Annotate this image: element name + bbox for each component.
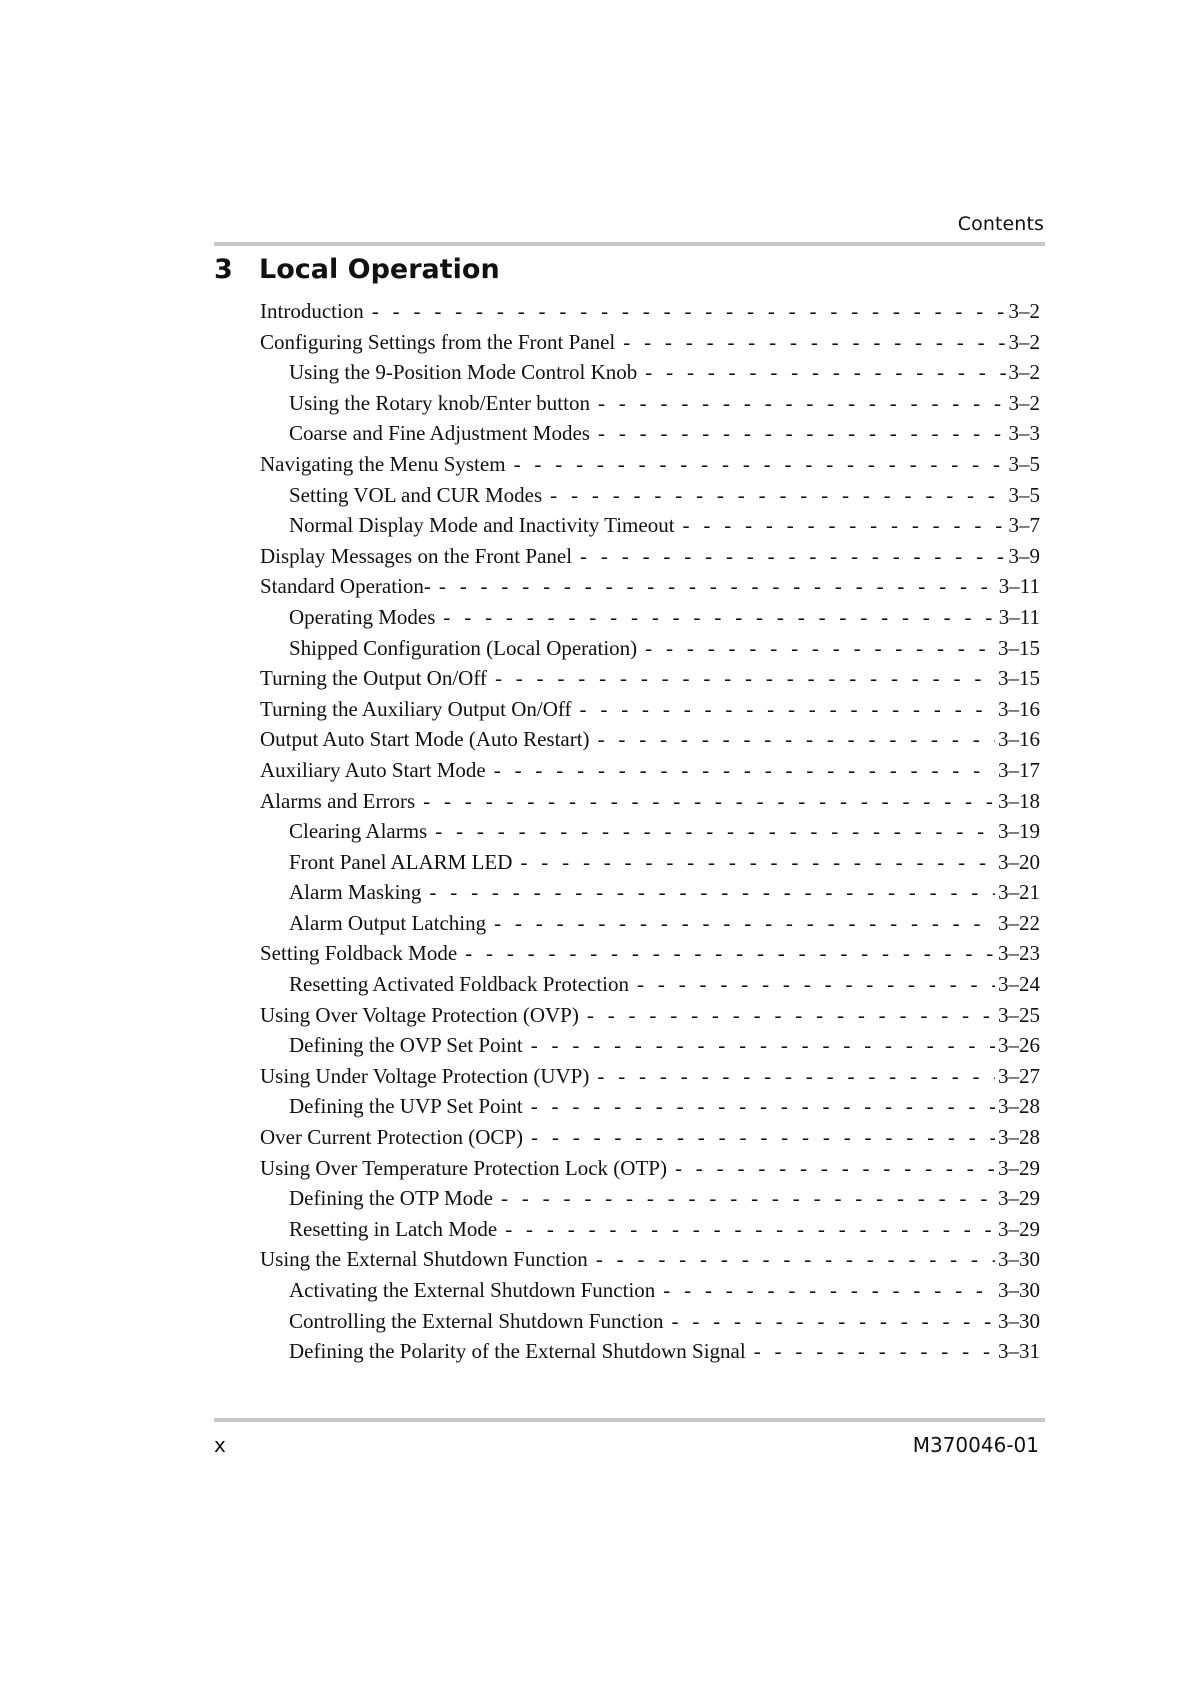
toc-entry-page: 3–28 (998, 1125, 1040, 1150)
toc-entry-page: 3–17 (998, 757, 1040, 782)
page-number: x (214, 1433, 226, 1457)
toc-leader (514, 449, 1006, 480)
chapter-number: 3 (214, 254, 233, 285)
toc-entry-page: 3–11 (998, 604, 1040, 629)
toc-entry-title: Normal Display Mode and Inactivity Timeout (289, 513, 675, 538)
toc-entry[interactable] (260, 357, 1040, 388)
toc-entry-page: 3–15 (998, 635, 1040, 660)
toc-entry-title: Defining the OVP Set Point (289, 1033, 523, 1058)
toc-entry-page: 3–2 (1008, 299, 1040, 323)
toc-entry-title: Navigating the Menu System (260, 451, 506, 476)
toc-leader (423, 786, 995, 817)
toc-entry[interactable] (260, 1306, 1040, 1337)
toc-entry-title: Defining the Polarity of the External Shutdown Signal (289, 1339, 746, 1364)
header-rule (214, 242, 1045, 246)
toc-entry-title: Setting VOL and CUR Modes (289, 482, 543, 507)
toc-entry-title: Controlling the External Shutdown Function (289, 1308, 664, 1333)
toc-entry-title: Shipped Configuration (Local Operation) (289, 635, 638, 660)
toc-entry-title: Introduction (260, 299, 364, 323)
toc-entry-page: 3–20 (998, 849, 1040, 874)
toc-leader (598, 418, 1006, 449)
toc-entry[interactable] (260, 786, 1040, 817)
toc-entry-title: Alarm Output Latching (289, 910, 487, 935)
toc-entry-page: 3–29 (998, 1155, 1040, 1180)
toc-entry-page: 3–15 (998, 666, 1040, 691)
toc-leader (501, 1183, 995, 1214)
toc-entry[interactable] (260, 296, 1040, 327)
toc-entry-page: 3–7 (1008, 513, 1040, 538)
toc-leader (494, 908, 995, 939)
toc-entry-page: 3–16 (998, 727, 1040, 752)
toc-leader (429, 877, 995, 908)
toc-entry-title: Standard Operation- (260, 574, 431, 599)
toc-entry[interactable] (260, 1214, 1040, 1245)
toc-leader (587, 1000, 995, 1031)
toc-entry-page: 3–5 (1008, 451, 1040, 476)
toc-leader (671, 1306, 995, 1337)
toc-entry-page: 3–30 (998, 1247, 1040, 1272)
toc-entry-title: Operating Modes (289, 604, 436, 629)
toc-entry[interactable] (260, 1030, 1040, 1061)
toc-leader (663, 1275, 995, 1306)
toc-leader (531, 1091, 995, 1122)
toc-leader (596, 1244, 995, 1275)
toc-entry-title: Alarms and Errors (260, 788, 416, 813)
toc-entry-page: 3–28 (998, 1094, 1040, 1119)
toc-leader (494, 755, 995, 786)
toc-leader (598, 724, 995, 755)
toc-entry[interactable] (260, 541, 1040, 572)
toc-leader (645, 633, 995, 664)
toc-entry-page: 3–24 (998, 972, 1040, 997)
toc-entry[interactable] (260, 1000, 1040, 1031)
toc-entry[interactable] (260, 1183, 1040, 1214)
toc-entry-title: Using Over Temperature Protection Lock (OTP) (260, 1155, 667, 1180)
toc-entry-title: Turning the Output On/Off (260, 666, 487, 691)
toc-entry[interactable] (260, 480, 1040, 511)
toc-leader (637, 969, 995, 1000)
toc-leader (465, 938, 995, 969)
toc-entry[interactable] (260, 1275, 1040, 1306)
toc-entry[interactable] (260, 571, 1040, 602)
toc-leader (520, 847, 995, 878)
toc-entry-page: 3–11 (998, 574, 1040, 599)
toc-entry-title: Defining the OTP Mode (289, 1186, 493, 1211)
toc-leader (754, 1336, 995, 1367)
toc-leader (495, 663, 995, 694)
toc-entry-title: Clearing Alarms (289, 819, 428, 844)
chapter-title: Local Operation (259, 254, 500, 285)
toc-leader (683, 510, 1006, 541)
toc-entry-page: 3–2 (1008, 329, 1040, 354)
toc-entry-title: Turning the Auxiliary Output On/Off (260, 696, 572, 721)
toc-entry-title: Defining the UVP Set Point (289, 1094, 523, 1119)
toc-entry-title: Output Auto Start Mode (Auto Restart) (260, 727, 590, 752)
toc-entry[interactable] (260, 327, 1040, 358)
toc-leader (645, 357, 1005, 388)
toc-entry[interactable] (260, 663, 1040, 694)
toc-entry[interactable] (260, 755, 1040, 786)
toc-entry-title: Resetting in Latch Mode (289, 1216, 498, 1241)
toc-leader (435, 816, 995, 847)
toc-entry[interactable] (260, 908, 1040, 939)
toc-entry[interactable] (260, 388, 1040, 419)
toc-leader (372, 296, 1006, 327)
toc-entry-page: 3–30 (998, 1278, 1040, 1302)
toc-entry-page: 3–30 (998, 1308, 1040, 1333)
toc-entry-title: Using Over Voltage Protection (OVP) (260, 1002, 579, 1027)
toc-entry-page: 3–5 (1008, 482, 1040, 507)
toc-entry[interactable] (260, 1336, 1040, 1367)
toc-entry[interactable] (260, 847, 1040, 878)
toc-leader (505, 1214, 995, 1245)
toc-entry-title: Display Messages on the Front Panel (260, 543, 573, 568)
document-id: M370046-01 (912, 1433, 1039, 1457)
toc-entry-title: Auxiliary Auto Start Mode (260, 757, 486, 782)
chapter-heading (214, 254, 500, 285)
toc-leader (597, 1061, 995, 1092)
toc-entry-page: 3–21 (998, 880, 1040, 905)
toc-entry-page: 3–22 (998, 910, 1040, 935)
toc-leader (623, 327, 1005, 358)
table-of-contents (260, 296, 1040, 1367)
toc-leader (439, 571, 996, 602)
toc-entry-page: 3–27 (998, 1063, 1040, 1088)
toc-entry[interactable] (260, 1061, 1040, 1092)
toc-entry-page: 3–29 (998, 1186, 1040, 1211)
toc-entry[interactable] (260, 510, 1040, 541)
toc-entry-page: 3–18 (998, 788, 1040, 813)
toc-entry-page: 3–23 (998, 941, 1040, 966)
toc-entry-page: 3–9 (1008, 543, 1040, 568)
toc-entry-title: Alarm Masking (289, 880, 422, 905)
toc-entry[interactable] (260, 694, 1040, 725)
toc-leader (443, 602, 995, 633)
toc-entry-title: Activating the External Shutdown Function (289, 1278, 656, 1302)
toc-leader (531, 1030, 995, 1061)
toc-entry-title: Configuring Settings from the Front Panel (260, 329, 616, 354)
toc-leader (550, 480, 1005, 511)
toc-entry-title: Using the Rotary knob/Enter button (289, 390, 590, 415)
toc-entry[interactable] (260, 1153, 1040, 1184)
toc-entry-title: Using the External Shutdown Function (260, 1247, 588, 1272)
toc-entry[interactable] (260, 633, 1040, 664)
toc-entry[interactable] (260, 1091, 1040, 1122)
toc-entry[interactable] (260, 724, 1040, 755)
toc-entry[interactable] (260, 1244, 1040, 1275)
toc-entry-title: Front Panel ALARM LED (289, 849, 513, 874)
toc-entry-title: Using the 9-Position Mode Control Knob (289, 360, 638, 385)
toc-entry-title: Over Current Protection (OCP) (260, 1125, 524, 1150)
toc-entry-page: 3–31 (998, 1339, 1040, 1364)
toc-entry-title: Resetting Activated Foldback Protection (289, 972, 630, 997)
toc-entry-page: 3–26 (998, 1033, 1040, 1058)
toc-leader (598, 388, 1006, 419)
running-header: Contents (957, 213, 1044, 235)
toc-entry-title: Coarse and Fine Adjustment Modes (289, 421, 590, 446)
toc-entry[interactable] (260, 816, 1040, 847)
toc-entry-page: 3–3 (1008, 421, 1040, 446)
toc-leader (531, 1122, 995, 1153)
toc-entry[interactable] (260, 1122, 1040, 1153)
toc-entry[interactable] (260, 969, 1040, 1000)
toc-entry-page: 3–25 (998, 1002, 1040, 1027)
toc-entry[interactable] (260, 602, 1040, 633)
toc-entry-page: 3–16 (998, 696, 1040, 721)
toc-leader (580, 694, 995, 725)
toc-leader (580, 541, 1005, 572)
toc-leader (675, 1153, 995, 1184)
toc-entry[interactable] (260, 938, 1040, 969)
toc-entry-page: 3–29 (998, 1216, 1040, 1241)
toc-entry[interactable] (260, 418, 1040, 449)
footer-rule (214, 1418, 1045, 1422)
toc-entry-title: Using Under Voltage Protection (UVP) (260, 1063, 590, 1088)
toc-entry-page: 3–19 (998, 819, 1040, 844)
toc-entry[interactable] (260, 877, 1040, 908)
toc-entry-title: Setting Foldback Mode (260, 941, 458, 966)
toc-entry[interactable] (260, 449, 1040, 480)
toc-entry-page: 3–2 (1008, 360, 1040, 385)
toc-entry-page: 3–2 (1008, 390, 1040, 415)
